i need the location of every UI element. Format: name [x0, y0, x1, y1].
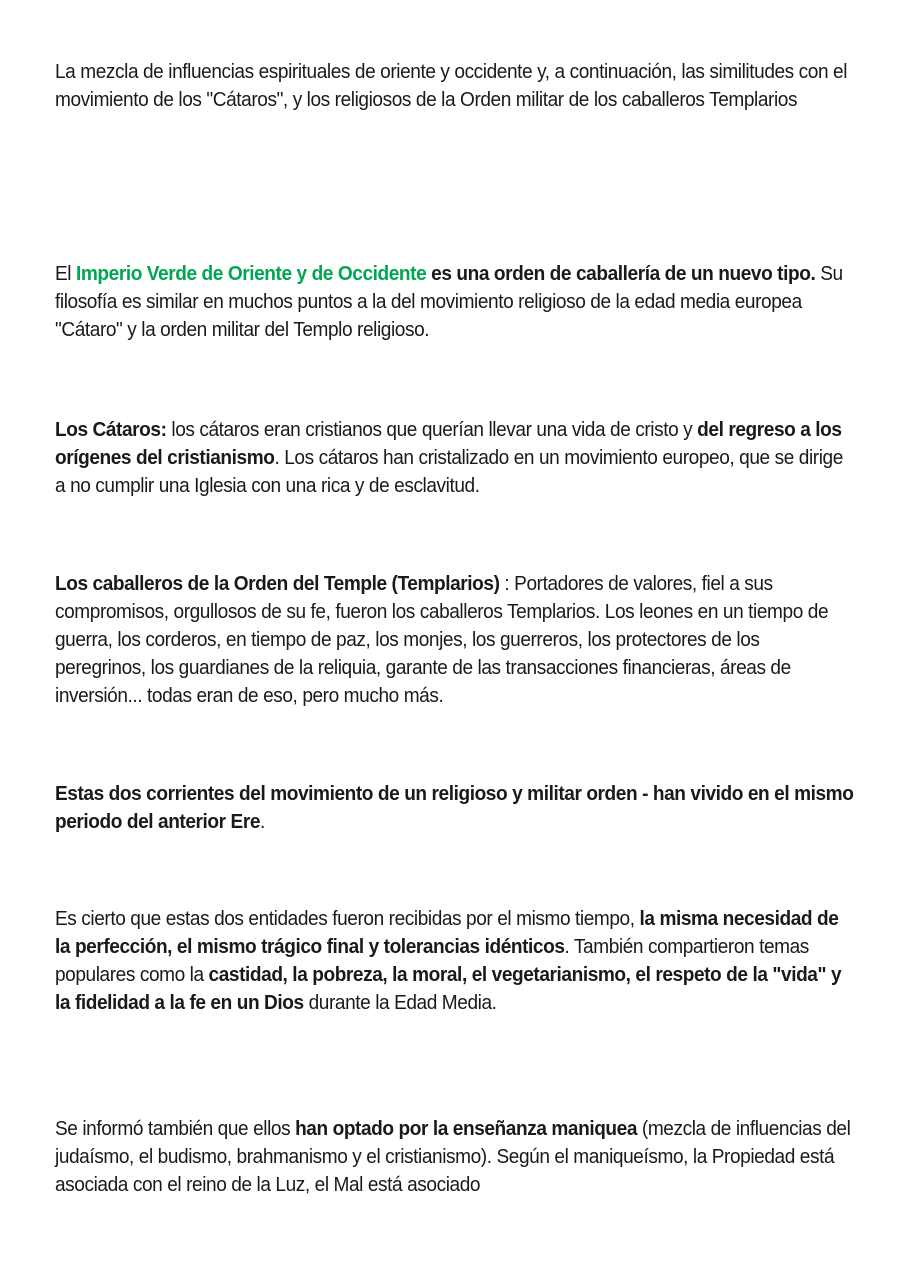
body-text: Es cierto que estas dos entidades fueron recibidas por el mismo tiempo, [55, 907, 640, 930]
bold-text: es una orden de caballería de un nuevo tipo. [426, 262, 816, 285]
bold-text: castidad, la pobreza, la moral, el vegetarianismo, el respeto de la "vida" y la fidelidad a la fe en un Dios [55, 963, 842, 1014]
bold-text: del regreso a los orígenes del cristianismo [55, 418, 842, 469]
paragraph-templarios [55, 570, 855, 710]
body-text: : Portadores de valores, fiel a sus compromisos, orgullosos de su fe, fueron los caballeros Templarios. Los leones en un tiempo de guerra, los corderos, en tiempo de paz, los monjes, los guerreros, los protectores de los peregrinos, los guardianes de la reliquia, garante de las transacciones financieras, áreas de inversión... todas eran de eso, pero mucho más. [55, 572, 829, 707]
cataros-heading: Los Cátaros: [55, 418, 167, 441]
paragraph-maniquea [55, 1115, 855, 1199]
lead-text: El [55, 262, 76, 285]
intro-text: La mezcla de influencias espirituales de oriente y occidente y, a continuación, las similitudes con el movimiento de los "Cátaros", y los religiosos de la Orden militar de los caballeros Templarios [55, 60, 848, 111]
bold-text: han optado por la enseñanza maniquea [295, 1117, 638, 1140]
body-text: . También compartieron temas populares como la [55, 935, 809, 986]
paragraph-imperio-verde [55, 260, 855, 344]
paragraph-entidades [55, 905, 855, 1017]
bold-text: Estas dos corrientes del movimiento de un religioso y militar orden - han vivido en el mismo periodo del anterior Ere [55, 782, 854, 833]
bold-text: la misma necesidad de la perfección, el mismo trágico final y tolerancias idénticos [55, 907, 839, 958]
paragraph-corrientes [55, 780, 855, 836]
body-text: (mezcla de influencias del judaísmo, el budismo, brahmanismo y el cristianismo). Según el maniqueísmo, la Propiedad está asociada con el reino de la Luz, el Mal está asociado [55, 1117, 851, 1196]
body-text: los cátaros eran cristianos que querían llevar una vida de cristo y [166, 418, 698, 441]
paragraph-cataros [55, 416, 855, 500]
imperio-verde-highlight: Imperio Verde de Oriente y de Occidente [75, 262, 427, 285]
body-text: Se informó también que ellos [55, 1117, 296, 1140]
templarios-heading: Los caballeros de la Orden del Temple (Templarios) [55, 572, 500, 595]
body-text: Su filosofía es similar en muchos puntos a la del movimiento religioso de la edad media europea "Cátaro" y la orden militar del Templo religioso. [55, 262, 843, 341]
body-text: . Los cátaros han cristalizado en un movimiento europeo, que se dirige a no cumplir una Iglesia con una rica y de esclavitud. [55, 446, 843, 497]
paragraph-intro [55, 58, 855, 114]
body-text: . [260, 810, 265, 833]
body-text: durante la Edad Media. [303, 991, 497, 1014]
